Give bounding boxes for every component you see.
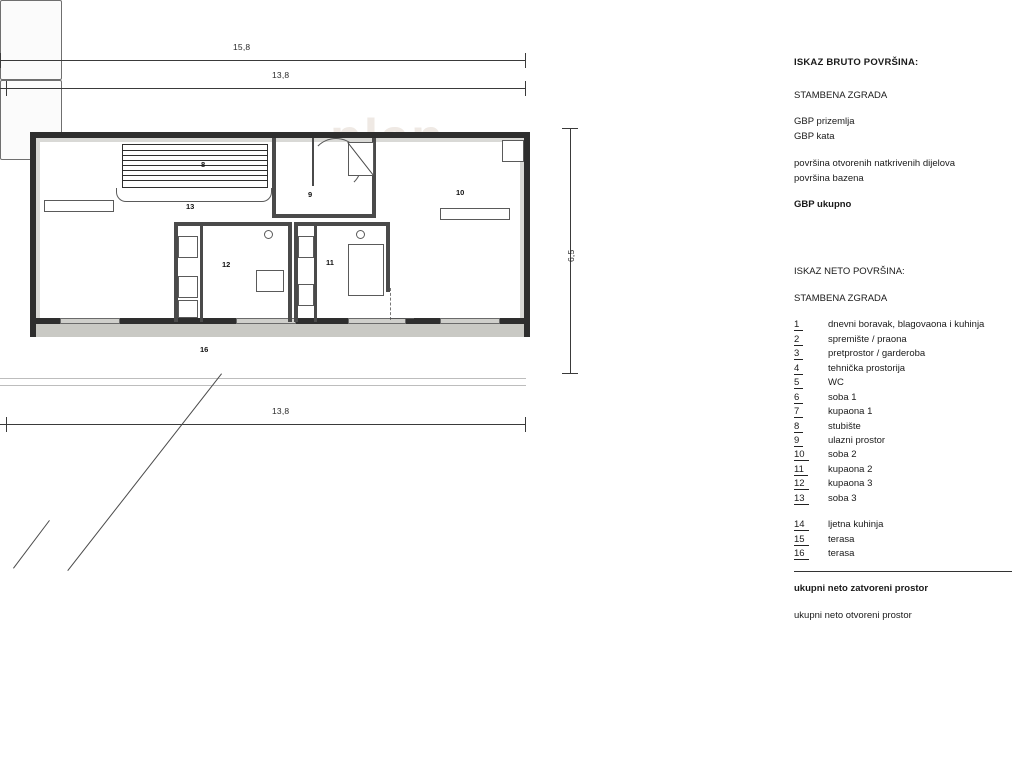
- room-num-12: 12: [794, 478, 809, 490]
- list-item: [794, 362, 1016, 376]
- wall-bath-11-mid: [314, 226, 317, 322]
- room-number-11: 11: [326, 258, 334, 267]
- wall-west: [30, 132, 36, 337]
- list-item: [794, 420, 1016, 434]
- wall-bath-12-right: [288, 222, 292, 322]
- room-name-6: soba 1: [828, 391, 857, 403]
- list-item: [794, 533, 1016, 547]
- net-area-title: ISKAZ NETO POVRŠINA:: [794, 266, 905, 278]
- room-name-4: tehnička prostorija: [828, 362, 906, 374]
- room-num-2: 2: [794, 334, 803, 346]
- legend-panel: [790, 0, 1024, 768]
- bed-13: [0, 0, 62, 80]
- gross-line-ground-floor: GBP prizemlja: [794, 116, 855, 128]
- room-name-5: WC: [828, 377, 844, 389]
- room-number-16: 16: [200, 345, 209, 354]
- staircase-8: [122, 144, 268, 188]
- wall-bath-12-mid: [200, 226, 203, 322]
- room-name-9: ulazni prostor: [828, 434, 886, 446]
- room-num-9: 9: [794, 435, 803, 447]
- wall-north: [30, 132, 530, 138]
- sink-11: [356, 230, 365, 239]
- window-south-4: [440, 318, 500, 324]
- dimension-tick: [525, 81, 526, 96]
- list-item: [794, 405, 1016, 419]
- wc-11: [298, 236, 314, 258]
- shower-12: [178, 276, 198, 298]
- stair-step: [123, 150, 267, 151]
- dimension-label-top-building: 13,8: [272, 70, 290, 80]
- list-item: [794, 547, 1016, 561]
- dimension-tick: [562, 373, 578, 374]
- wall-interior-2: [272, 214, 376, 218]
- stair-step: [123, 155, 267, 156]
- site-boundary-line-1: [67, 373, 222, 571]
- room-name-1: dnevni boravak, blagovaona i kuhinja: [828, 319, 985, 331]
- gross-line-upper-floor: GBP kata: [794, 131, 835, 143]
- dimension-tick: [525, 53, 526, 68]
- room-num-16: 16: [794, 548, 809, 560]
- stair-step: [123, 180, 267, 181]
- gross-area-title: ISKAZ BRUTO POVRŠINA:: [794, 57, 919, 68]
- headboard-13: [44, 200, 114, 212]
- list-item: [794, 376, 1016, 390]
- dimension-tick: [6, 417, 7, 432]
- terrace-strip-16: [36, 324, 524, 337]
- room-name-8: stubište: [828, 420, 861, 432]
- room-num-4: 4: [794, 363, 803, 375]
- gross-total-label: GBP ukupno: [794, 199, 852, 211]
- dimension-label-right: 6,5: [566, 249, 576, 262]
- list-item: [794, 492, 1016, 506]
- room-num-7: 7: [794, 406, 803, 418]
- room-name-2: spremište / praona: [828, 333, 907, 345]
- room-num-10: 10: [794, 449, 809, 461]
- dimension-tick: [562, 128, 578, 129]
- entry-door-leaf: [312, 138, 314, 186]
- dimension-label-bottom: 13,8: [272, 406, 290, 416]
- bath-11: [348, 244, 384, 296]
- net-building-label: STAMBENA ZGRADA: [794, 292, 888, 304]
- room-name-7: kupaona 1: [828, 406, 873, 418]
- dimension-line-top-building: [0, 88, 526, 89]
- list-item: [794, 333, 1016, 347]
- room-num-13: 13: [794, 493, 809, 505]
- room-num-6: 6: [794, 392, 803, 404]
- list-item: [794, 477, 1016, 491]
- list-item: [794, 518, 1016, 532]
- list-item: [794, 318, 1016, 332]
- wall-east: [524, 132, 530, 337]
- net-total-closed-label: ukupni neto zatvoreni prostor: [794, 583, 929, 595]
- legend-divider: [794, 571, 1012, 572]
- room-name-15: terasa: [828, 533, 855, 545]
- site-outline-bottom: [0, 385, 526, 386]
- room-number-13: 13: [186, 202, 195, 211]
- net-area-open-list: [794, 518, 1016, 561]
- list-item: [794, 391, 1016, 405]
- room-num-1: 1: [794, 319, 803, 331]
- gross-line-pool: površina bazena: [794, 172, 864, 184]
- room-number-8: 8: [201, 160, 206, 169]
- room-name-10: soba 2: [828, 449, 857, 461]
- building-interior: [40, 142, 520, 322]
- room-num-11: 11: [794, 464, 808, 476]
- gross-line-covered-open: površina otvorenih natkrivenih dijelova: [794, 157, 956, 169]
- room-number-10: 10: [456, 188, 465, 197]
- dashed-line-11: [390, 288, 391, 320]
- stair-step: [123, 165, 267, 166]
- wall-bath-12-top: [174, 222, 292, 226]
- wall-interior-1: [272, 138, 276, 218]
- room-number-12: 12: [222, 260, 231, 269]
- room-name-14: ljetna kuhinja: [828, 519, 884, 531]
- wc-12: [178, 236, 198, 258]
- room-num-14: 14: [794, 519, 809, 531]
- dimension-label-top-overall: 15,8: [233, 42, 251, 52]
- stair-landing: [116, 188, 272, 202]
- room-num-15: 15: [794, 534, 809, 546]
- room-name-12: kupaona 3: [828, 478, 873, 490]
- room-name-3: pretprostor / garderoba: [828, 348, 926, 360]
- gross-building-label: STAMBENA ZGRADA: [794, 89, 888, 101]
- shower-11: [298, 284, 314, 306]
- dimension-tick: [0, 53, 1, 68]
- dimension-tick: [525, 417, 526, 432]
- sink-12: [264, 230, 273, 239]
- door-swing-11: [390, 318, 414, 319]
- room-name-11: kupaona 2: [828, 463, 873, 475]
- net-area-room-list: [794, 318, 1016, 506]
- wall-bath-11-right: [386, 222, 390, 292]
- list-item: [794, 434, 1016, 448]
- net-total-open-label: ukupni neto otvoreni prostor: [794, 610, 912, 622]
- headboard-10: [440, 208, 510, 220]
- dimension-line-top-overall: [0, 60, 526, 61]
- site-outline-top: [0, 378, 526, 379]
- room-name-16: terasa: [828, 548, 855, 560]
- list-item: [794, 463, 1016, 477]
- window-south-1: [60, 318, 120, 324]
- stair-step: [123, 170, 267, 171]
- window-south-2: [236, 318, 296, 324]
- room-number-9: 9: [308, 190, 313, 199]
- wall-bath-11-top: [294, 222, 390, 226]
- dimension-line-bottom: [0, 424, 526, 425]
- fixture-box-10: [502, 140, 524, 162]
- dimension-tick: [6, 81, 7, 96]
- list-item: [794, 347, 1016, 361]
- list-item: [794, 448, 1016, 462]
- bath-12: [256, 270, 284, 292]
- site-boundary-line-2: [13, 520, 50, 569]
- stair-step: [123, 160, 267, 161]
- stair-step: [123, 175, 267, 176]
- room-name-13: soba 3: [828, 492, 857, 504]
- room-num-8: 8: [794, 421, 803, 433]
- room-num-5: 5: [794, 377, 803, 389]
- room-num-3: 3: [794, 348, 803, 360]
- cabinet-12: [178, 300, 198, 318]
